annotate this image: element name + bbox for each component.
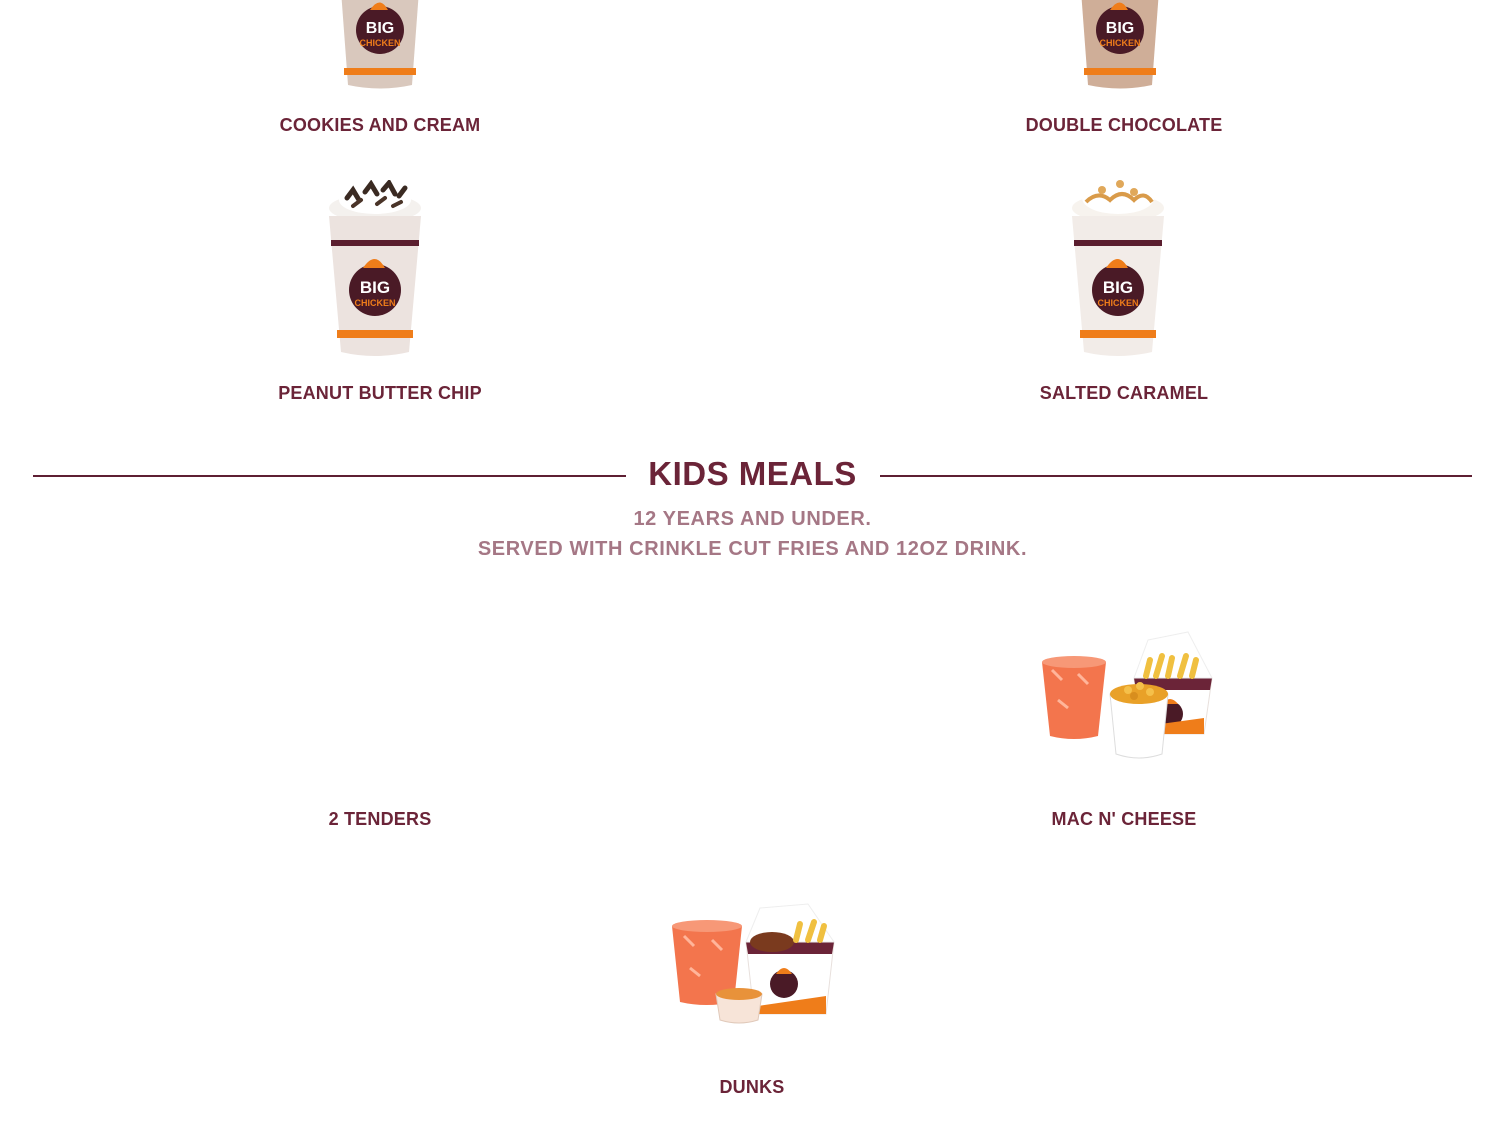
menu-item-salted-caramel[interactable]: [752, 382, 1496, 404]
menu-item-mac-n-cheese[interactable]: [752, 808, 1496, 830]
two-tenders-image[interactable]: [290, 630, 470, 770]
menu-item-peanut-butter-chip[interactable]: [8, 382, 752, 404]
mac-n-cheese-meal-image[interactable]: [1038, 630, 1218, 770]
double-chocolate-shake-image[interactable]: [1070, 0, 1170, 90]
section-title: KIDS MEALS: [648, 455, 857, 492]
kids-meals-section-header: [33, 450, 1472, 500]
menu-item-cookies-and-cream[interactable]: [8, 114, 752, 136]
logo-text: BIG: [365, 20, 395, 37]
menu-item-2-tenders[interactable]: [8, 808, 752, 830]
cookies-and-cream-shake-image[interactable]: [330, 0, 430, 90]
menu-item-dunks[interactable]: [380, 1076, 1124, 1098]
item-label[interactable]: MAC N' CHEESE: [1051, 809, 1197, 829]
item-label[interactable]: DUNKS: [719, 1077, 785, 1097]
item-label[interactable]: 2 TENDERS: [328, 809, 432, 829]
salted-caramel-shake-image[interactable]: [1068, 178, 1168, 360]
section-subtitle-line1: 12 YEARS AND UNDER.: [633, 508, 872, 530]
menu-item-double-chocolate[interactable]: [752, 114, 1496, 136]
svg-text:BIG: BIG: [1105, 20, 1135, 37]
item-label[interactable]: DOUBLE CHOCOLATE: [1025, 115, 1223, 135]
peanut-butter-chip-shake-image[interactable]: [325, 180, 425, 360]
item-label[interactable]: COOKIES AND CREAM: [279, 115, 481, 135]
item-label[interactable]: SALTED CARAMEL: [1039, 383, 1209, 403]
section-subtitle-line2: SERVED WITH CRINKLE CUT FRIES AND 12OZ DRINK.: [477, 538, 1028, 560]
svg-text:BIG: BIG: [1102, 278, 1134, 297]
svg-text:CHICKEN: CHICKEN: [1099, 38, 1141, 48]
svg-text:CHICKEN: CHICKEN: [354, 298, 396, 308]
dunks-meal-image[interactable]: [668, 902, 838, 1032]
svg-text:BIG: BIG: [359, 278, 391, 297]
svg-text:CHICKEN: CHICKEN: [359, 38, 401, 48]
item-label[interactable]: PEANUT BUTTER CHIP: [278, 383, 482, 403]
svg-text:CHICKEN: CHICKEN: [1097, 298, 1139, 308]
